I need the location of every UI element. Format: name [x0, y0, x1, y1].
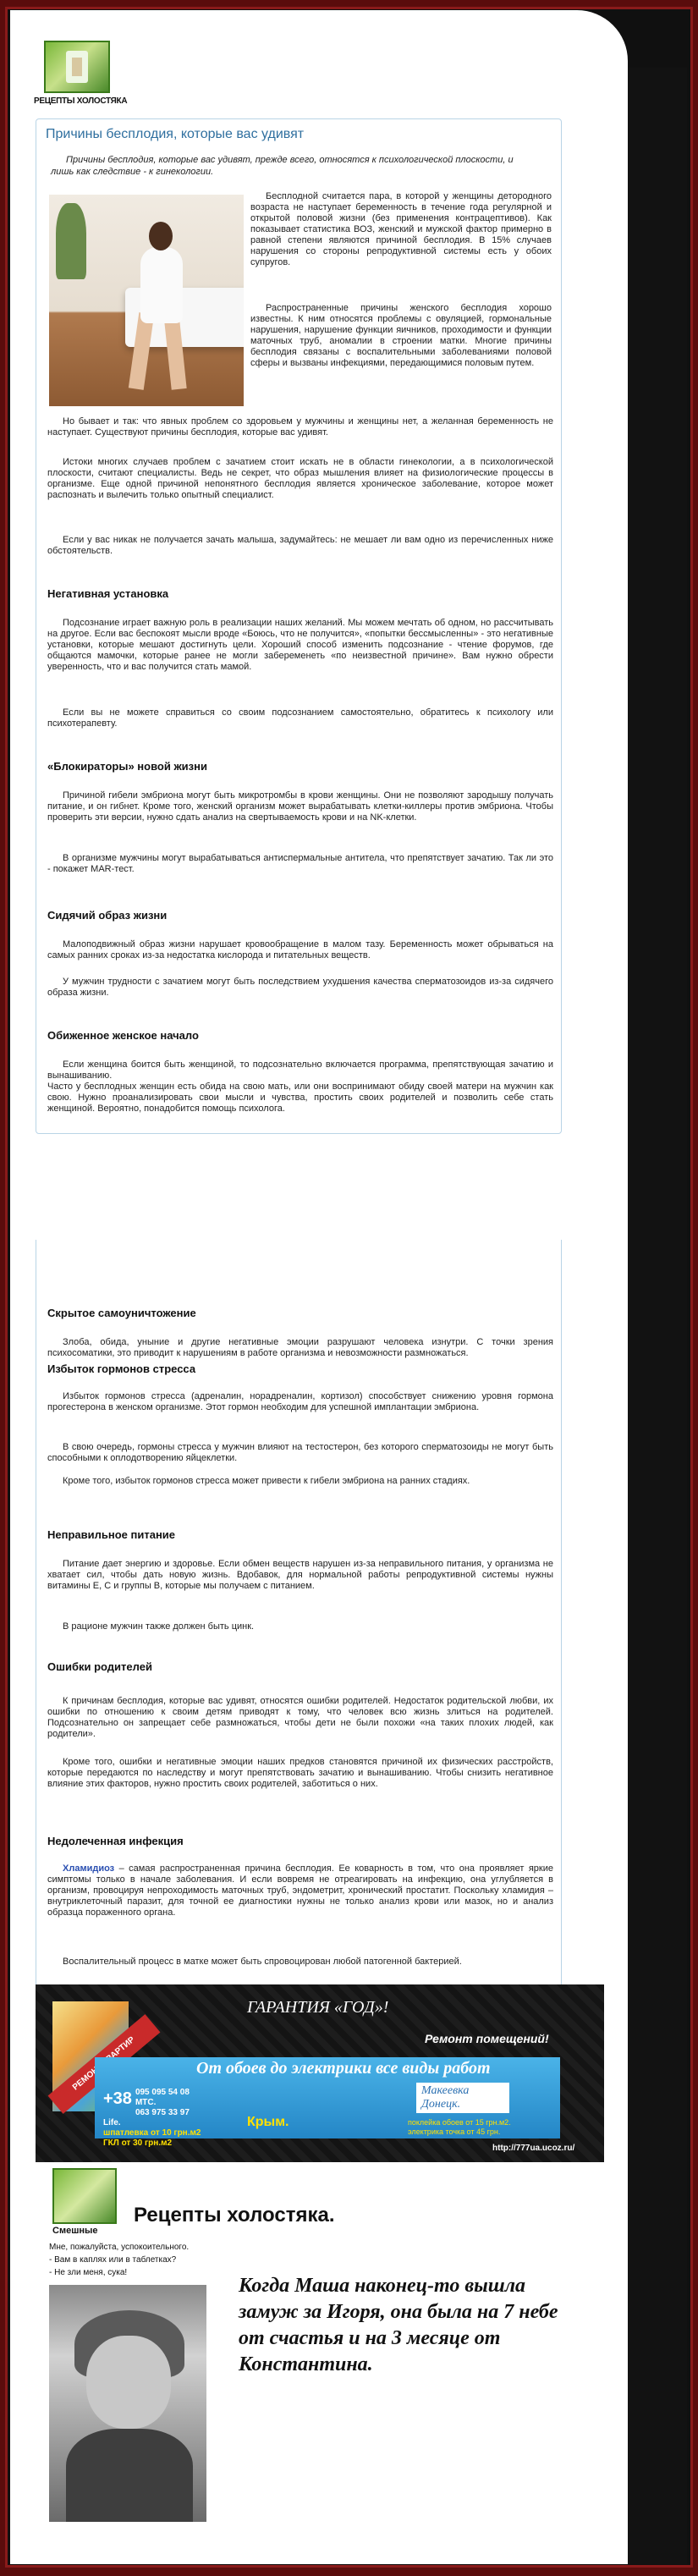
paragraph: Питание дает энергию и здоровье. Если обмен веществ нарушен из-за неправильного питания, у организма не хватает сил, чтобы дать новую жизнь. Вдобавок, для нормальной работы репродуктивной системы нужны витамины E, C и группы B, которые мы получаем с питанием.	[47, 1559, 553, 1591]
paragraph: У мужчин трудности с зачатием могут быть последствием ухудшения качества сперматозоидов из-за сидячего образа жизни.	[47, 977, 553, 998]
section-heading: Сидячий образ жизни	[47, 909, 168, 922]
ad-price: шпатлевка от 10 грн.м2	[103, 2128, 201, 2138]
girl-face	[86, 2336, 171, 2429]
paragraph: Истоки многих случаев проблем с зачатием стоит искать не в области гинекологии, а в психологической плоскости, считают специалисты. Ведь не секрет, что образ мышления влияет на физиологические процессы в организме. Еще одной причиной непонятного бесплодия является хроническое заболевание, которое может распознать и вылечить только опытный специалист.	[47, 457, 553, 500]
section-heading: Недолеченная инфекция	[47, 1835, 184, 1847]
ad-url[interactable]: http://777ua.ucoz.ru/	[492, 2144, 575, 2153]
ad-city: Макеевка Донецк.	[416, 2083, 509, 2113]
ad-phone: 063 975 33 97 Life.	[103, 2108, 190, 2127]
dialog-line: Мне, пожалуйста, успокоительного.	[49, 2243, 190, 2252]
paragraph: Малоподвижный образ жизни нарушает кровообращение в малом тазу. Беременность может обрываться на самых ранних сроках из-за недостатка кислорода и питательных веществ.	[47, 939, 553, 960]
paragraph: Бесплодной считается пара, в которой у женщины детородного возраста не наступает беременность в течение года регулярной и открытой половой жизни (без применения контрацептивов). Как показывает статистика ВОЗ, женский и мужской фактор примерно в равной степени являются причиной бесплодия. В 15% случаев нарушения со стороны репродуктивной системы есть у обоих супругов.	[250, 191, 552, 267]
ad-region: Крым.	[247, 2115, 289, 2129]
paragraph: В организме мужчины могут вырабатываться антиспермальные антитела, что препятствует зачатию. Так ли это - покажет MAR-тест.	[47, 853, 553, 874]
paragraph: Кроме того, избыток гормонов стресса может привести к гибели эмбриона на ранних стадиях.	[63, 1476, 470, 1486]
ad-corner-ribbon: РЕМОНТ КВАРТИР	[48, 2014, 161, 2114]
paragraph: Распространенные причины женского бесплодия хорошо известны. К ним относятся проблемы с овуляцией, гормональные нарушения, нарушение функции яичников, проходимости и функции маточных труб, аномалии в строении матки. Многие причины бесплодия связаны с воспалительными заболеваниями половой сферы и вызваны инфекциями, передающимися половым путем.	[250, 303, 552, 368]
chlamydia-link[interactable]: Хламидиоз	[63, 1863, 115, 1874]
ad-phone: 095 095 54 08 МТС.	[135, 2088, 190, 2107]
paragraph: Причиной гибели эмбриона могут быть микротромбы в крови женщины. Они не позволяют зародышу получать питание, и он гибнет. Кроме того, женский организм может вырабатывать клетки-киллеры против эмбриона. Чтобы проверить эти версии, нужно сдать анализ на свертываемость крови и на NK-клетки.	[47, 790, 553, 823]
ad-banner[interactable]	[36, 1984, 604, 2162]
paragraph: Воспалительный процесс в матке может быть спровоцирован любой патогенной бактерией.	[63, 1957, 462, 1967]
paragraph: Если у вас никак не получается зачать малыша, задумайтесь: не мешает ли вам одно из перечисленных ниже обстоятельств.	[47, 535, 553, 556]
ad-guarantee: ГАРАНТИЯ «ГОД»!	[247, 1998, 389, 2017]
article-intro: Причины бесплодия, которые вас удивят, прежде всего, относятся к психологической плоскости, и лишь как следствие - к гинекологии.	[51, 155, 514, 177]
paragraph: Если женщина боится быть женщиной, то подсознательно включается программа, препятствующая зачатию и вынашиванию.	[47, 1060, 553, 1081]
ad-prices	[408, 2118, 511, 2137]
joke-logo-icon[interactable]	[52, 2168, 117, 2224]
dialog-line: - Вам в каплях или в таблетках?	[49, 2255, 177, 2265]
paragraph	[47, 1863, 553, 1918]
paragraph: Злоба, обида, уныние и другие негативные эмоции разрушают человека изнутри. С точки зрения психосоматики, это приводит к нарушениям в работе организма и невозможности размножаться.	[47, 1337, 553, 1358]
logo-text: РЕЦЕПТЫ ХОЛОСТЯКА	[34, 96, 128, 106]
ad-phone-code: +38	[103, 2089, 132, 2108]
paragraph: Но бывает и так: что явных проблем со здоровьем у мужчины и женщины нет, а желанная беременность не наступает. Существуют причины бесплодия, которые вас удивят.	[47, 416, 553, 438]
paragraph: В свою очередь, гормоны стресса у мужчин влияют на тестостерон, без которого сперматозоиды не могут быть способными к оплодотворению яйцеклетки.	[47, 1442, 553, 1463]
photo-woman-head	[149, 222, 173, 250]
ad-phones	[103, 2088, 201, 2149]
section-heading: Скрытое самоуничтожение	[47, 1307, 196, 1319]
paragraph: Избыток гормонов стресса (адреналин, норадреналин, кортизол) способствует снижению уровня гормона прогестерона в женском организме. Этот гормон необходим для успешной имплантации эмбриона.	[47, 1391, 553, 1412]
paragraph: К причинам бесплодия, которые вас удивят, относятся ошибки родителей. Недостаток родительской любви, их ошибки по отношению к своим детям приводят к тому, что человек всю жизнь злиться на родителей. Подсознательно он запрещает себе размножаться, чтобы дети не были похожи «на таких плохих людей, как родители».	[47, 1696, 553, 1739]
ad-info-panel	[95, 2057, 560, 2148]
section-heading: Избыток гормонов стресса	[47, 1362, 196, 1375]
article-photo	[49, 195, 244, 406]
section-heading: «Блокираторы» новой жизни	[47, 760, 207, 773]
paragraph: Часто у бесплодных женщин есть обида на свою мать, или они воспринимают обиду своей матери на мужчин как свою. Нужно проанализировать свои мысли и чувства, простить своих родителей и позволить себе стать женщиной. Вероятно, понадобится помощь психолога.	[47, 1082, 553, 1114]
section-heading: Неправильное питание	[47, 1528, 176, 1541]
paragraph: Кроме того, ошибки и негативные эмоции наших предков становятся причиной их физических расстройств, которые передаются по наследству и могут препятствовать зачатию и вынашиванию. Чтобы снизить негативное влияние этих факторов, нужно простить своих родителей, заботиться о них.	[47, 1757, 553, 1789]
photo-plant	[56, 203, 86, 279]
section-heading: Ошибки родителей	[47, 1660, 152, 1673]
dialog-line: - Не зли меня, сука!	[49, 2268, 128, 2277]
joke-heading: Рецепты холостяка.	[134, 2204, 335, 2226]
paragraph: Подсознание играет важную роль в реализации наших желаний. Мы можем мечтать об одном, но рассчитывать на другое. Если вас беспокоят мысли вроде «Боюсь, что не получится», «попытки бессмысленны» - это негативные установки, которые мешают достигнуть цели. Хороший способ изменить подсознание - чтение форумов, где общаются мамочки, которые ранее не могли забеременеть «по неизвестной причине». Вам нужно обрести уверенность, что и вас получится стать мамой.	[47, 618, 553, 672]
paragraph: Если вы не можете справиться со своим подсознанием самостоятельно, обратитесь к психологу или психотерапевту.	[47, 707, 553, 729]
girl-dress	[66, 2429, 193, 2522]
section-heading: Обиженное женское начало	[47, 1029, 199, 1042]
paragraph-text: – самая распространенная причина бесплодия. Ее коварность в том, что она проявляет яркие симптомы только в начале заболевания. И если вовремя не отреагировать на инфекцию, она углубляется в организм, провоцируя непроходимость маточных труб, эндометрит, хронический простатит. Поскольку хламидия – внутриклеточный паразит, для точной ее диагностики нужны не только анализ крови или мазок, но и анализ образца пораженного органа.	[47, 1863, 553, 1918]
photo-woman	[140, 247, 183, 323]
ad-price: ГКЛ от 30 грн.м2	[103, 2138, 173, 2148]
ad-repair-title: Ремонт помещений!	[425, 2032, 549, 2045]
ad-price: электрика точка от 45 грн.	[408, 2127, 501, 2136]
ad-slogan: От обоев до электрики все виды работ	[196, 2059, 491, 2078]
joke-logo-caption: Смешные	[52, 2226, 98, 2236]
joke-dialog	[49, 2241, 189, 2279]
logo-icon	[44, 41, 110, 93]
section-heading: Негативная установка	[47, 587, 169, 600]
right-dark-strip	[628, 68, 687, 2564]
article-title: Причины бесплодия, которые вас удивят	[46, 127, 305, 141]
joke-image	[49, 2285, 206, 2522]
joke-text: Когда Маша наконец-то вышла замуж за Игоря, она была на 7 небе от счастья и на 3 месяце от Константина.	[239, 2275, 558, 2375]
ad-price: поклейка обоев от 15 грн.м2.	[408, 2118, 511, 2127]
site-logo[interactable]	[34, 41, 127, 108]
paragraph: В рационе мужчин также должен быть цинк.	[63, 1621, 255, 1632]
